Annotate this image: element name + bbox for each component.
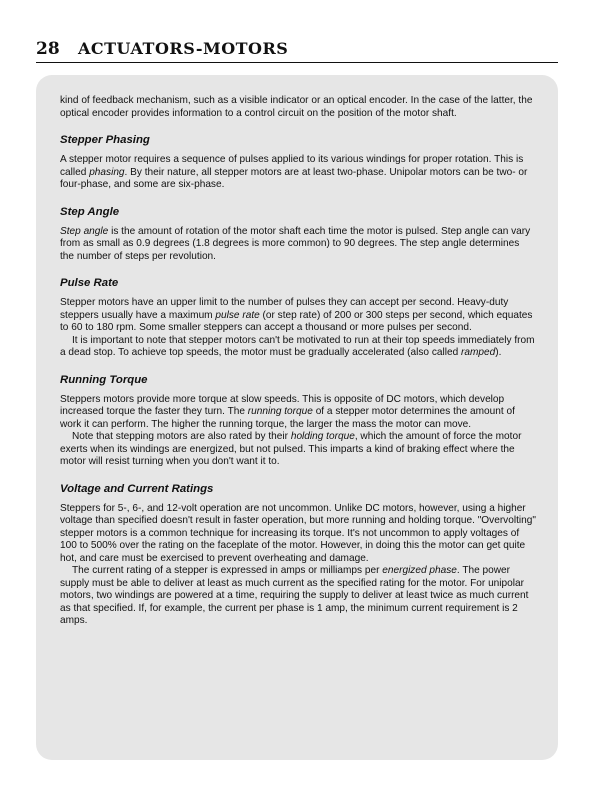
heading-stepper-phasing: Stepper Phasing: [60, 134, 150, 146]
heading-voltage-current: Voltage and Current Ratings: [60, 482, 214, 495]
body-text: [60, 95, 536, 628]
running-torque-paragraph-2: Note that stepping motors are also rated by their holding torque, which the amount of force the motor exerts when its windings are energized, but not pulsed. This imparts a kind of braking effect where the motor will resist turning when you don't want it to.: [60, 431, 522, 467]
intro-paragraph: kind of feedback mechanism, such as a visible indicator or an optical encoder. In the case of the latter, the optical encoder provides information to a control circuit on the position of the motor shaft.: [60, 95, 533, 119]
content-panel: [36, 75, 558, 760]
pulse-rate-paragraph-2: It is important to note that stepper motors can't be motivated to run at their top speeds immediately from a dead stop. To achieve top speeds, the motor must be gradually accelerated (also called ramped).: [60, 334, 535, 358]
running-torque-paragraph-1: Steppers motors provide more torque at slow speeds. This is opposite of DC motors, which develop increased torque the faster they turn. The running torque of a stepper motor determines the amount of work it can perform. The higher the running torque, the larger the mass the motor can move.: [60, 393, 515, 430]
heading-pulse-rate: Pulse Rate: [60, 277, 119, 289]
heading-running-torque: Running Torque: [60, 373, 148, 386]
chapter-title: ACTUATORS-MOTORS: [78, 39, 289, 58]
voltage-current-paragraph-1: Steppers for 5-, 6-, and 12-volt operation are not uncommon. Unlike DC motors, however, using a higher voltage than specified doesn't result in faster operation, but more running and holding torque. "Overvolting" stepper motors is a common technique for increasing its torque. It's not uncommon to apply voltages of 100 to 500% over the rating on the faceplate of the motor. However, in doing this the motor can get quite hot, and care must be exercised to prevent overheating and damage.: [60, 502, 536, 564]
pulse-rate-paragraph-1: Stepper motors have an upper limit to the number of pulses they can accept per second. Heavy-duty steppers usually have a maximum pulse rate (or step rate) of 200 or 300 steps per second, which equates to 60 to 180 rpm. Some smaller steppers can accept a thousand or more pulses per second.: [60, 297, 533, 333]
stepper-phasing-paragraph: A stepper motor requires a sequence of pulses applied to its various windings for proper rotation. This is called phasing. By their nature, all stepper motors are at least two-phase. Unipolar motors can be two- or four-phase, and some are six-phase.: [60, 154, 528, 190]
page-header: [36, 38, 558, 63]
page-number: 28: [36, 39, 60, 59]
voltage-current-paragraph-2: The current rating of a stepper is expressed in amps or milliamps per energized phase. The power supply must be able to deliver at least as much current as the specified rating for the motor. For unipolar motors, two windings are powered at a time, requiring the supply to deliver at least twice as much current as that specified. If, for example, the current per phase is 1 amp, the minimum current requirement is 2 amps.: [60, 565, 529, 626]
heading-step-angle: Step Angle: [60, 205, 120, 218]
step-angle-paragraph: Step angle is the amount of rotation of the motor shaft each time the motor is pulsed. Step angle can vary from as small as 0.9 degrees (1.8 degrees is more common) to 90 degrees. The step angle determines the number of steps per revolution.: [60, 225, 531, 262]
